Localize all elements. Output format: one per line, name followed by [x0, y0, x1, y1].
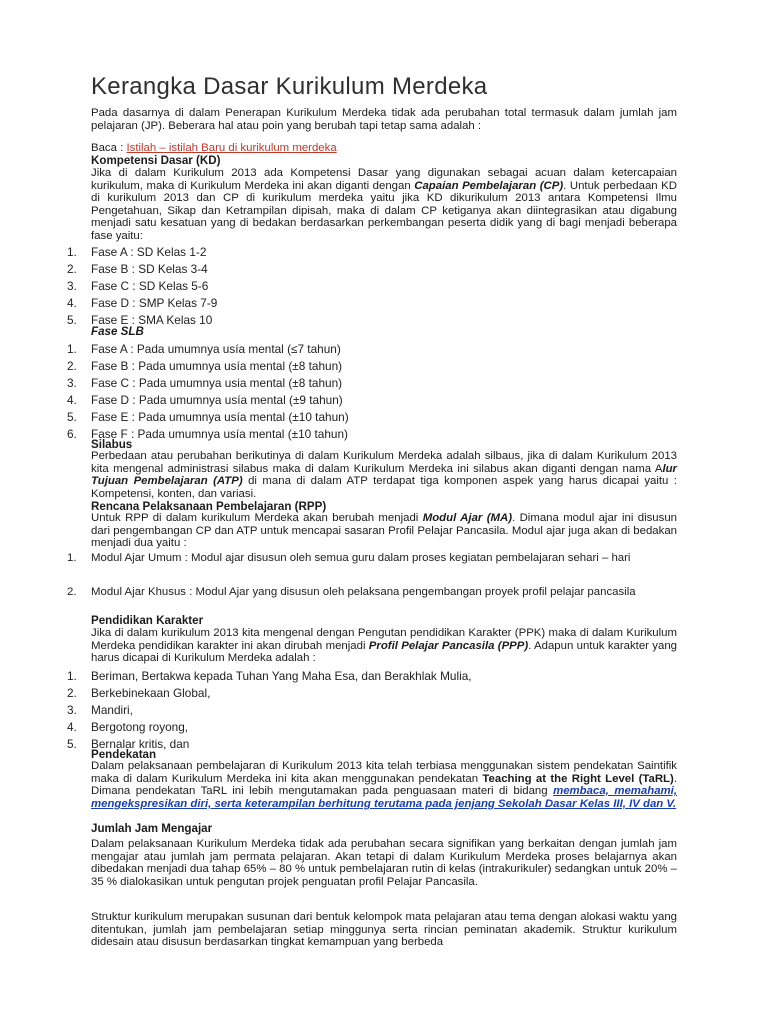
list-number: 4.: [67, 720, 77, 734]
list-number: 4.: [67, 393, 77, 407]
list-text: Fase E : Pada umumnya usía mental (±10 tahun): [91, 410, 349, 424]
kd-heading: Kompetensi Dasar (KD): [91, 154, 221, 167]
kd-paragraph: [91, 167, 677, 243]
pendekatan-link[interactable]: membaca, memahami, mengekspresikan diri, serta keterampilan berhitung terutama pada jenjang Sekolah Dasar Kelas III, IV dan V.: [91, 785, 677, 810]
list-text: Fase C : Pada umumnya usia mental (±8 tahun): [91, 376, 343, 390]
silabus-text-1: Perbedaan atau perubahan berikutinya di dalam Kurikulum Merdeka adalah silbaus, jika di dalam Kurikulum 2013 kita mengenal administrasi silabus maka di dalam Kurikulum Merdeka ini silabus akan diganti dengan nama A: [91, 450, 677, 475]
list-text: Bernalar kritis, dan: [91, 737, 190, 751]
list-item: [67, 296, 217, 310]
pendekatan-paragraph: [91, 760, 677, 810]
karakter-heading: Pendidikan Karakter: [91, 614, 204, 627]
baca-line: [91, 142, 677, 155]
karakter-emphasis: Profil Pelajar Pancasila (PPP): [368, 639, 529, 652]
list-number: 1.: [67, 245, 77, 259]
list-number: 2.: [67, 586, 77, 598]
list-item: [67, 669, 472, 683]
page-title: Kerangka Dasar Kurikulum Merdeka: [91, 73, 488, 100]
rpp-text-1: Untuk RPP di dalam kurikulum Merdeka akan berubah menjadi: [91, 512, 423, 524]
list-item: [67, 279, 208, 293]
list-item: [67, 262, 208, 276]
list-item: [67, 550, 677, 567]
kd-emphasis: Capaian Pembelajaran (CP): [414, 179, 564, 192]
list-number: 3.: [67, 703, 77, 717]
list-item: [67, 686, 210, 700]
rpp-paragraph: [91, 512, 677, 550]
list-item: [67, 393, 343, 407]
jam-paragraph: Dalam pelaksanaan Kurikulum Merdeka tidak ada perubahan secara signifikan yang berkaitan dengan jumlah jam mengajar atau jumlah jam permata pelajaran. Akan tetapi di dalam Kurikulum Merdeka proses belajarnya akan dibedakan menjadi dua tahap 65% – 80 % untuk pembelajaran rutin di kelas (intrakurikuler) sedangkan untuk 20% – 35 % dialokasikan untuk pengutan projek penguatan profil Pelajar Pancasila.: [91, 838, 677, 888]
pendekatan-heading: Pendekatan: [91, 748, 157, 761]
list-item: [67, 359, 342, 373]
jam-heading: Jumlah Jam Mengajar: [91, 822, 213, 835]
list-number: 2.: [67, 686, 77, 700]
list-text: Fase D : Pada umumnya usía mental (±9 tahun): [91, 393, 343, 407]
list-number: 2.: [67, 359, 77, 373]
list-number: 5.: [67, 737, 77, 751]
slb-heading: Fase SLB: [91, 325, 144, 338]
list-number: 4.: [67, 296, 77, 310]
silabus-text-2: di mana di dalam ATP terdapat tiga komponen aspek yang harus dicapai yaitu : Kompetensi, konten, dan variasi.: [91, 475, 677, 500]
list-text: Fase D : SMP Kelas 7-9: [91, 296, 218, 310]
kd-text-2: . Untuk perbedaan KD di kurikulum 2013 dan CP di kurikulum merdeka yaitu jika KD dikurikulum 2013 antara Kompetensi Ilmu Pengetahuan, Sikap dan Ketrampilan dipisah, maka di dalam CP ketiganya akan diintegrasikan atau digabung menjadi satu kesatuan yang di bedakan berdasarkan perkembangan peserta didik yang di bagi menjadi beberapa fase yaitu:: [91, 179, 677, 242]
silabus-paragraph: [91, 450, 677, 500]
list-number: 2.: [67, 262, 77, 276]
list-text: Fase B : SD Kelas 3-4: [91, 262, 208, 276]
list-number: 3.: [67, 376, 77, 390]
list-number: 3.: [67, 279, 77, 293]
pendekatan-text-1: Dalam pelaksanaan pembelajaran di Kurikulum 2013 kita telah terbiasa menggunakan sistem pendekatan Saintifik maka di dalam Kurikulum Merdeka ini kita akan menggunakan pendekatan: [91, 760, 677, 785]
karakter-text-2: . Adapun untuk karakter yang harus dicapai di Kurikulum Merdeka adalah :: [91, 639, 677, 665]
pendekatan-emphasis: Teaching at the Right Level (TaRL): [482, 772, 674, 785]
silabus-emphasis: lur Tujuan Pembelajaran (ATP): [91, 462, 677, 488]
list-item: [67, 703, 133, 717]
list-text: Berkebinekaan Global,: [91, 686, 211, 700]
karakter-paragraph: [91, 627, 677, 665]
list-text: Fase B : Pada umumnya usía mental (±8 tahun): [91, 359, 343, 373]
list-item: [67, 245, 206, 259]
pendekatan-text-2: . Dimana pendekatan TaRL ini lebih mengutamakan pada penguasaan materi di bidang: [91, 772, 677, 798]
list-text: Fase E : SMA Kelas 10: [91, 313, 213, 327]
intro-paragraph: Pada dasarnya di dalam Penerapan Kurikulum Merdeka tidak ada perubahan total termasuk dalam jumlah jam pelajaran (JP). Beberara hal atau poin yang berubah tapi tetap sama adalah :: [91, 107, 677, 132]
rpp-heading: Rencana Pelaksanaan Pembelajaran (RPP): [91, 500, 327, 513]
list-text: Beriman, Bertakwa kepada Tuhan Yang Maha Esa, dan Berakhlak Mulia,: [91, 669, 472, 683]
list-item: [67, 584, 677, 601]
list-item: [67, 342, 341, 356]
rpp-emphasis: Modul Ajar (MA): [422, 512, 513, 524]
list-item: [67, 720, 188, 734]
karakter-text-1: Jika di dalam kurikulum 2013 kita mengenal dengan Pengutan pendidikan Karakter (PPK) maka di dalam Kurikulum Merdeka pendidikan karakter ini akan dirubah menjadi: [91, 627, 677, 652]
kd-text-1: Jika di dalam Kurikulum 2013 ada Kompetensi Dasar yang digunakan sebagai acuan dalam ketercapaian kurikulum, maka di Kurikulum Merdeka ini akan diganti dengan: [91, 167, 677, 192]
list-number: 1.: [67, 669, 77, 683]
list-number: 5.: [67, 410, 77, 424]
list-item: [67, 410, 349, 424]
silabus-heading: Silabus: [91, 438, 133, 451]
struktur-paragraph: Struktur kurikulum merupakan susunan dari bentuk kelompok mata pelajaran atau tema dengan alokasi waktu yang ditentukan, jumlah jam pembelajaran setiap minggunya serta rincian peminatan akademik. Struktur kurikulum didesain atau disusun berdasarkan tingkat kemampuan yang berbeda: [91, 911, 677, 949]
baca-label: Baca :: [91, 142, 127, 154]
list-text: Fase A : SD Kelas 1-2: [91, 245, 207, 259]
list-text: Fase C : SD Kelas 5-6: [91, 279, 209, 293]
list-text: Modul Ajar Khusus : Modul Ajar yang disusun oleh pelaksana pengembangan proyek profil pelajar pancasila: [91, 586, 636, 598]
list-number: 5.: [67, 313, 77, 327]
list-number: 1.: [67, 552, 77, 564]
list-item: [67, 376, 342, 390]
list-number: 6.: [67, 427, 77, 441]
list-text: Modul Ajar Umum : Modul ajar disusun oleh semua guru dalam proses kegiatan pembelajaran sehari – hari: [91, 552, 631, 564]
list-text: Mandiri,: [91, 703, 133, 717]
list-number: 1.: [67, 342, 77, 356]
rpp-text-2: . Dimana modul ajar ini disusun dari pengembangan CP dan ATP untuk mencapai sasaran Profil Pelajar Pancasila. Modul ajar juga akan di bedakan menjadi dua yaitu :: [91, 512, 677, 550]
list-text: Fase F : Pada umumnya usía mental (±10 tahun): [91, 427, 348, 441]
list-text: Fase A : Pada umumnya usía mental (≤7 tahun): [91, 342, 341, 356]
list-text: Bergotong royong,: [91, 720, 189, 734]
baca-link[interactable]: Istilah – istilah Baru di kurikulum merdeka: [126, 142, 337, 154]
